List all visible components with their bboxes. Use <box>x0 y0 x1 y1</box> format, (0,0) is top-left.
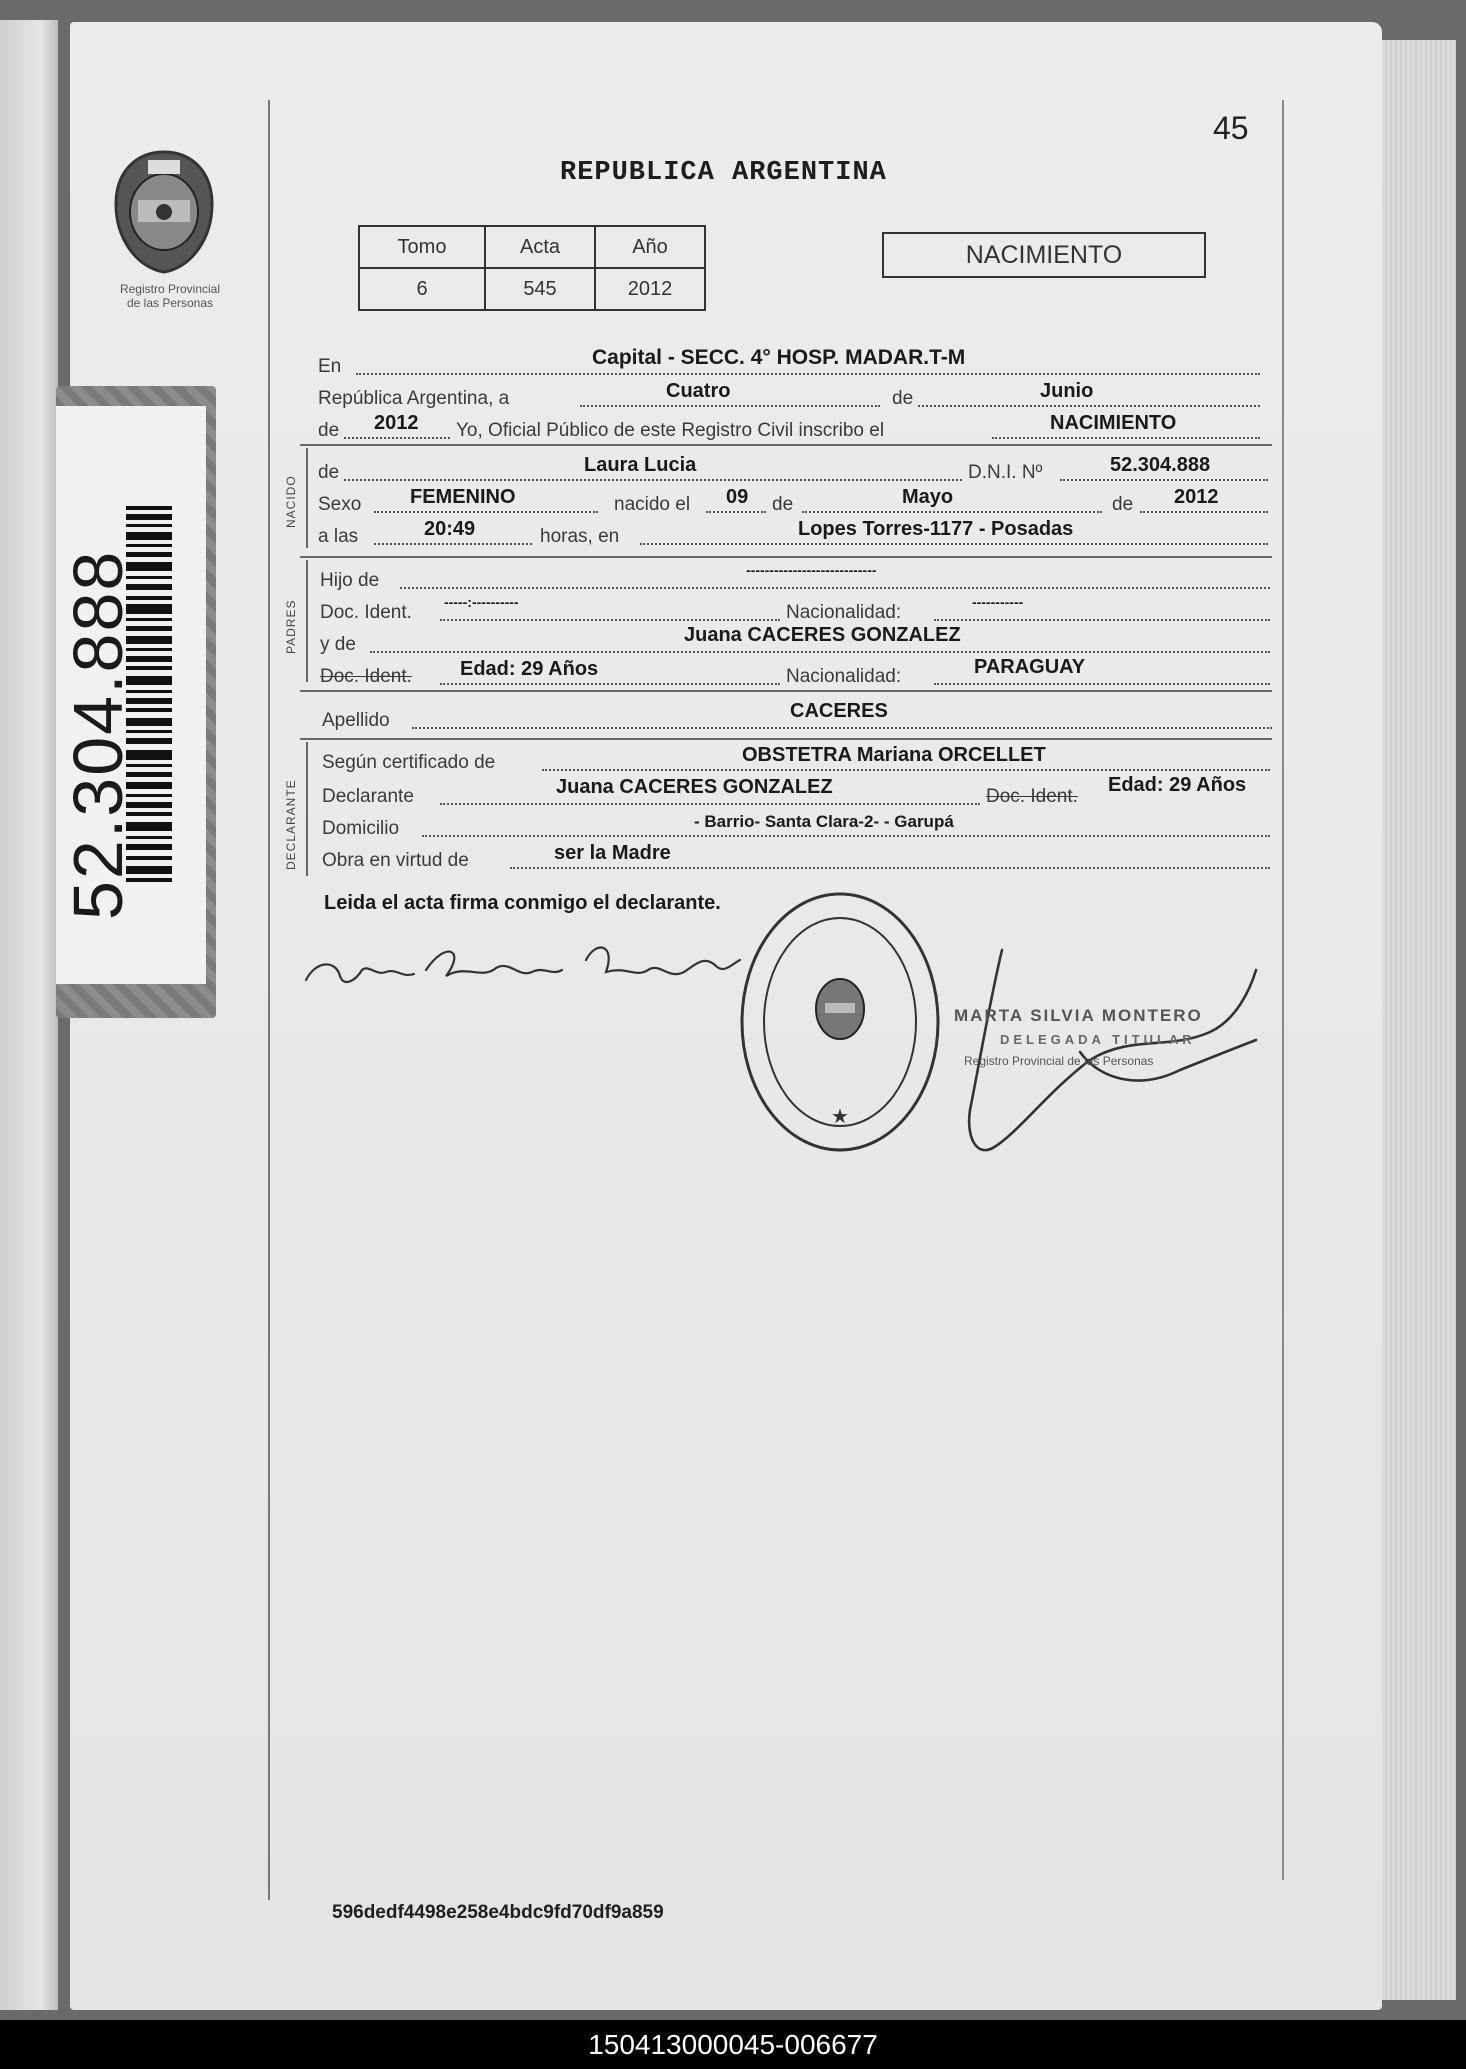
dotted-line <box>542 768 1270 771</box>
left-facing-page <box>0 20 58 2010</box>
apellido-value: CACERES <box>790 700 888 722</box>
svg-text:★: ★ <box>831 1106 849 1128</box>
dotted-line <box>934 618 1270 621</box>
dotted-line <box>440 802 980 805</box>
republica-label: República Argentina, a <box>318 388 510 409</box>
footer-document-id: 150413000045-006677 <box>0 2020 1466 2069</box>
nacido-de-label: de <box>318 462 340 483</box>
mother-age-value: Edad: 29 Años <box>460 658 599 680</box>
dni-label: D.N.I. Nº <box>968 462 1043 483</box>
dotted-line <box>580 404 880 407</box>
dotted-line <box>440 682 780 685</box>
dotted-line <box>370 650 1270 653</box>
dotted-line <box>640 542 1268 545</box>
tomo-acta-table <box>358 225 706 311</box>
mother-nationality-value: PARAGUAY <box>974 656 1086 678</box>
official-office: Registro Provincial de las Personas <box>964 1054 1154 1068</box>
record-type-box: NACIMIENTO <box>882 232 1206 278</box>
obra-label: Obra en virtud de <box>322 850 469 871</box>
dotted-line <box>400 586 1270 589</box>
nacido-section-label: NACIDO <box>284 475 298 528</box>
dotted-line <box>374 510 598 513</box>
section-divider <box>300 556 1272 558</box>
father-nationality-value: ----------- <box>972 594 1024 610</box>
sexo-label: Sexo <box>318 494 362 515</box>
dom-label: Domicilio <box>322 818 400 839</box>
mother-value: Juana CACERES GONZALEZ <box>684 624 961 646</box>
cert-value: OBSTETRA Mariana ORCELLET <box>742 744 1046 766</box>
yde-label: y de <box>320 634 356 655</box>
doc1-label: Doc. Ident. <box>320 602 412 623</box>
table-header-row <box>359 226 705 268</box>
birth-place-value: Lopes Torres-1177 - Posadas <box>798 518 1074 540</box>
dotted-line <box>440 618 780 621</box>
dotted-line <box>1060 478 1268 481</box>
dotted-line <box>934 682 1270 685</box>
nacido-el-label: nacido el <box>614 494 691 515</box>
year-value: 2012 <box>374 412 419 434</box>
inscribo-value: NACIMIENTO <box>1050 412 1177 434</box>
table-header-tomo: Tomo <box>359 226 485 268</box>
section-divider <box>300 690 1272 692</box>
page-number: 45 <box>1213 110 1249 146</box>
official-name: MARTA SILVIA MONTERO <box>954 1006 1203 1025</box>
table-row <box>359 268 705 310</box>
dotted-line <box>412 726 1272 729</box>
table-cell-tomo: 6 <box>359 268 485 310</box>
de-label: de <box>892 388 914 409</box>
table-header-acta: Acta <box>485 226 595 268</box>
dotted-line <box>706 510 766 513</box>
section-bracket <box>306 742 308 876</box>
page-left-border <box>268 100 270 1900</box>
father-doc-value: -----:---------- <box>444 594 519 610</box>
hijo-label: Hijo de <box>320 570 380 591</box>
de2-label: de <box>318 420 340 441</box>
dotted-line <box>510 866 1270 869</box>
dotted-line <box>1140 510 1268 513</box>
dotted-line <box>992 436 1260 439</box>
emblem-caption-line2: de las Personas <box>126 296 214 310</box>
decl-value: Juana CACERES GONZALEZ <box>556 776 833 798</box>
table-cell-anio: 2012 <box>595 268 705 310</box>
declarante-signature <box>296 920 746 1020</box>
sexo-value: FEMENINO <box>410 486 516 508</box>
horas-label: horas, en <box>540 526 620 547</box>
dotted-line <box>344 436 450 439</box>
obra-value: ser la Madre <box>554 842 671 864</box>
birth-year-value: 2012 <box>1174 486 1219 508</box>
cert-label: Según certificado de <box>322 752 496 773</box>
father-value: ---------------------------- <box>746 562 877 578</box>
emblem-caption <box>100 282 240 310</box>
barcode-number: 52.304.888 <box>59 549 137 920</box>
emblem-caption-line1: Registro Provincial <box>119 282 221 296</box>
section-divider <box>300 444 1272 446</box>
declarante-section-label: DECLARANTE <box>284 779 298 870</box>
padres-section-label: PADRES <box>284 599 298 654</box>
dotted-line <box>918 404 1260 407</box>
registry-emblem-icon <box>108 148 220 276</box>
page-title: REPUBLICA ARGENTINA <box>560 158 887 188</box>
dotted-line <box>422 834 1270 837</box>
en-label: En <box>318 356 342 377</box>
nacido-de2-label: de <box>772 494 794 515</box>
dotted-line <box>802 510 1102 513</box>
a-las-label: a las <box>318 526 359 547</box>
decl-label: Declarante <box>322 786 414 807</box>
section-bracket <box>306 448 308 548</box>
table-header-anio: Año <box>595 226 705 268</box>
day-value: Cuatro <box>666 380 731 402</box>
page-stack-edge <box>1382 40 1456 2000</box>
document-hash: 596dedf4498e258e4bdc9fd70df9a859 <box>332 1902 664 1923</box>
doc2-label: Doc. Ident. <box>320 666 412 687</box>
dom-value: - Barrio- Santa Clara-2- - Garupá <box>694 812 954 831</box>
nac2-label: Nacionalidad: <box>786 666 902 687</box>
month-value: Junio <box>1040 380 1094 402</box>
child-name-value: Laura Lucia <box>584 454 697 476</box>
birth-month-value: Mayo <box>902 486 954 508</box>
leida-statement: Leida el acta firma conmigo el declarante. <box>324 892 721 914</box>
registry-seal-icon <box>735 885 945 1160</box>
apellido-label: Apellido <box>322 710 390 731</box>
dotted-line <box>374 542 532 545</box>
nac1-label: Nacionalidad: <box>786 602 902 623</box>
table-cell-acta: 545 <box>485 268 595 310</box>
dni-value: 52.304.888 <box>1110 454 1211 476</box>
section-divider <box>300 738 1272 740</box>
section-bracket <box>306 560 308 682</box>
nacido-de3-label: de <box>1112 494 1134 515</box>
place-value: Capital - SECC. 4° HOSP. MADAR.T-M <box>592 346 966 369</box>
dotted-line <box>344 478 962 481</box>
dotted-line <box>356 372 1260 375</box>
decl-doc-value: Edad: 29 Años <box>1108 774 1247 796</box>
birth-time-value: 20:49 <box>424 518 476 540</box>
page-right-border <box>1282 100 1284 1880</box>
inscribo-label: Yo, Oficial Público de este Registro Civil inscribo el <box>456 420 885 441</box>
decl-doc-label: Doc. Ident. <box>986 786 1078 807</box>
birth-day-value: 09 <box>726 486 749 508</box>
official-title: DELEGADA TITULAR <box>1000 1032 1196 1047</box>
